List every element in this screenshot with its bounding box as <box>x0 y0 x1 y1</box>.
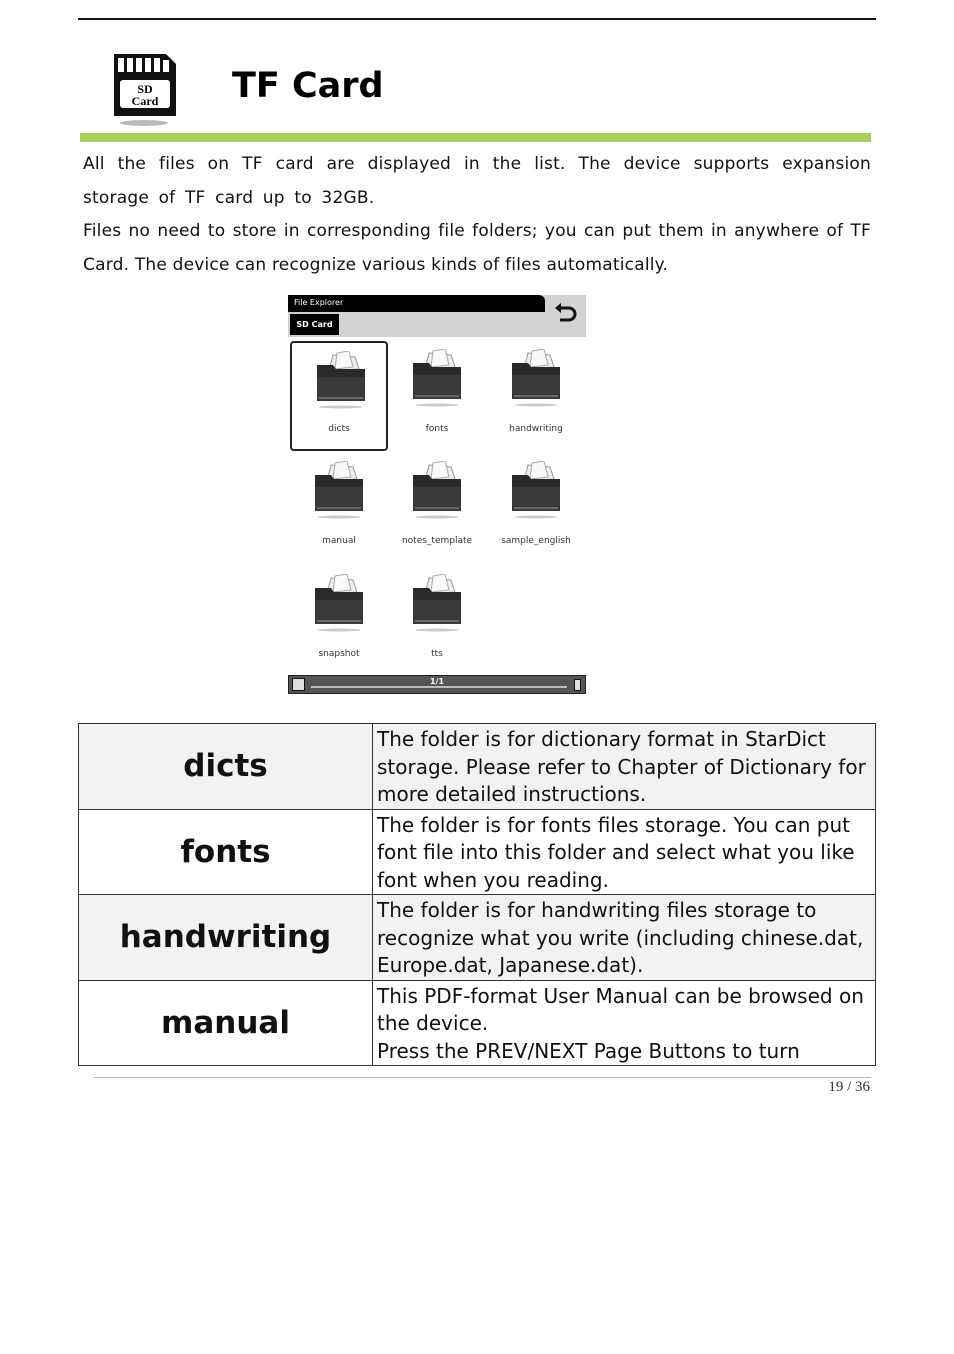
folder-icon <box>510 461 562 519</box>
folder-name-cell: handwriting <box>79 895 373 981</box>
intro-paragraph: All the files on TF card are displayed in the list. The device supports expansion storage of TF card up to 32GB. <box>83 154 871 208</box>
tab-sd-card[interactable]: SD Card <box>290 314 339 335</box>
folder-item[interactable] <box>388 341 486 451</box>
folder-name-cell: fonts <box>79 809 373 895</box>
folder-item[interactable] <box>290 453 388 563</box>
folder-icon <box>313 574 365 632</box>
device-window-title: File Explorer <box>294 298 344 307</box>
folder-name-cell: manual <box>79 980 373 1066</box>
device-status-bar <box>288 675 586 694</box>
top-rule <box>78 18 876 20</box>
description-line: This PDF-format User Manual can be browsed on the device. <box>377 983 864 1035</box>
back-arrow-icon[interactable] <box>552 300 580 328</box>
folder-name-cell: dicts <box>79 724 373 810</box>
folder-label: fonts <box>425 424 449 434</box>
description-line: The folder is for dictionary format in StarDict storage. Please refer to Chapter of Dictionary for more detailed instructions. <box>377 727 866 806</box>
folder-description-cell <box>373 895 876 981</box>
folder-label: dicts <box>328 424 350 434</box>
folder-icon <box>313 461 365 519</box>
folder-label: tts <box>431 649 443 659</box>
page-number: 19 / 36 <box>828 1079 870 1095</box>
logo-text-card: Card <box>131 94 159 108</box>
logo-text-sd: SD <box>137 82 153 96</box>
folder-icon <box>510 349 562 407</box>
folder-label: notes_template <box>401 536 473 546</box>
table-row <box>79 980 876 1066</box>
accent-bar <box>80 133 871 142</box>
file-explorer-screenshot <box>288 295 586 694</box>
folder-label: sample_english <box>501 536 571 546</box>
folder-description-cell <box>373 724 876 810</box>
folder-description-table <box>78 723 876 1066</box>
folder-description-cell <box>373 980 876 1066</box>
folder-label: manual <box>322 536 356 546</box>
footer-rule <box>93 1077 871 1078</box>
folder-label: handwriting <box>509 424 563 434</box>
table-row <box>79 724 876 810</box>
folder-icon <box>411 461 463 519</box>
description-line: The folder is for handwriting files storage to recognize what you write (including chinese.dat, Europe.dat, Japanese.dat). <box>377 898 864 977</box>
folder-item[interactable] <box>487 341 585 451</box>
description-line: The folder is for fonts files storage. You can put font file into this folder and select what you like font when you reading. <box>377 812 855 892</box>
folder-description-cell <box>373 809 876 895</box>
folder-item[interactable] <box>388 453 486 563</box>
table-row <box>79 809 876 895</box>
page-indicator: 1/1 <box>429 677 445 686</box>
folder-item[interactable] <box>388 566 486 676</box>
folder-item[interactable] <box>290 341 388 451</box>
sd-card-icon <box>106 50 182 128</box>
device-title-bar <box>288 295 586 337</box>
table-row <box>79 895 876 981</box>
page-title: TF Card <box>232 66 384 106</box>
description-line: Press the PREV/NEXT Page Buttons to turn <box>377 1038 800 1063</box>
folder-item[interactable] <box>290 566 388 676</box>
folder-icon <box>315 351 367 409</box>
battery-icon <box>574 679 581 691</box>
folder-item[interactable] <box>487 453 585 563</box>
folder-icon <box>411 574 463 632</box>
page-progress-line <box>311 686 567 688</box>
folder-label: snapshot <box>318 649 360 659</box>
folder-icon <box>411 349 463 407</box>
storage-paragraph: Files no need to store in corresponding file folders; you can put them in anywhere of TF Card. The device can recognize various kinds of files automatically. <box>83 221 871 275</box>
